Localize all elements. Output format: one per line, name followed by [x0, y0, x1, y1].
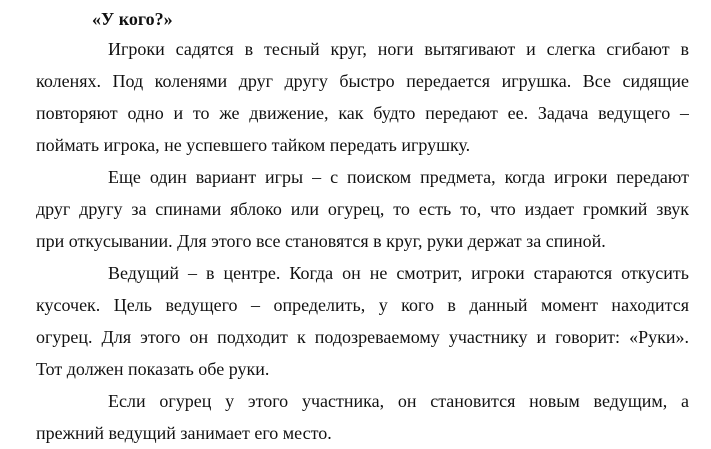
text-line: огурец. Для этого он подходит к подозреваемому участнику и говорит: «Руки».	[36, 327, 689, 347]
text-line: коленях. Под коленями друг другу быстро передается игрушка. Все сидящие	[36, 71, 689, 91]
text-line: Ведущий – в центре. Когда он не смотрит, игроки стараются откусить	[108, 263, 689, 283]
paragraph-3	[36, 257, 689, 385]
paragraph-2	[36, 161, 689, 257]
text-line: друг другу за спинами яблоко или огурец, то есть то, что издает громкий звук	[36, 199, 689, 219]
text-line: кусочек. Цель ведущего – определить, у кого в данный момент находится	[36, 295, 689, 315]
text-line: Если огурец у этого участника, он становится новым ведущим, а	[108, 391, 689, 411]
document-title: «У кого?»	[92, 9, 173, 29]
text-line: повторяют одно и то же движение, как будто передают ее. Задача ведущего –	[36, 103, 689, 123]
paragraph-4	[36, 385, 689, 449]
text-line: поймать игрока, не успевшего тайком передать игрушку.	[36, 135, 471, 155]
paragraph-1	[36, 33, 689, 161]
text-line: Тот должен показать обе руки.	[36, 359, 270, 379]
text-line: прежний ведущий занимает его место.	[36, 423, 332, 443]
text-line: при откусывании. Для этого все становятся в круг, руки держат за спиной.	[36, 231, 606, 251]
text-line: Еще один вариант игры – с поиском предмета, когда игроки передают	[108, 167, 689, 187]
text-line: Игроки садятся в тесный круг, ноги вытягивают и слегка сгибают в	[108, 39, 689, 59]
